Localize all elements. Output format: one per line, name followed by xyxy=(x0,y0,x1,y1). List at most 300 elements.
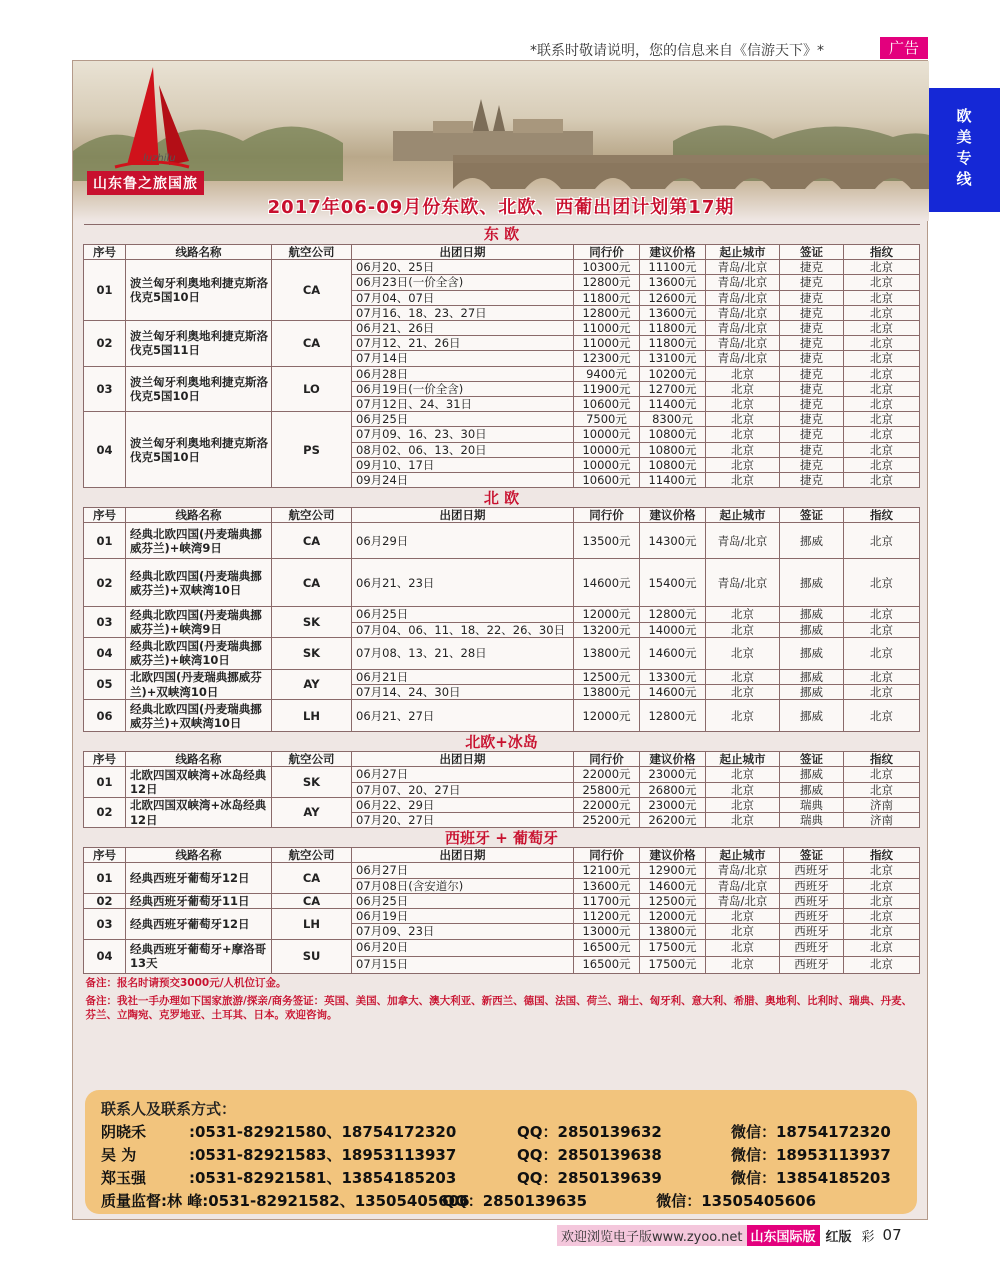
col-city: 起止城市 xyxy=(706,752,780,767)
row-city: 青岛/北京 xyxy=(706,321,780,336)
row-date: 06月27日 xyxy=(352,767,574,782)
table-row xyxy=(84,700,920,732)
row-fingerprint: 北京 xyxy=(844,863,920,878)
row-date: 07月04、07日 xyxy=(352,290,574,305)
row-city: 北京 xyxy=(706,637,780,669)
row-price: 10800元 xyxy=(640,442,706,457)
row-airline: CA xyxy=(272,559,352,607)
row-date: 08月02、06、13、20日 xyxy=(352,442,574,457)
col-fingerprint: 指纹 xyxy=(844,508,920,523)
row-date: 06月21日 xyxy=(352,669,574,684)
row-route: 经典北欧四国(丹麦瑞典挪威芬兰)+峡湾10日 xyxy=(126,637,272,669)
contact-name: 吴 为 xyxy=(101,1146,137,1164)
row-visa: 挪威 xyxy=(780,767,844,782)
section-nordic-iceland xyxy=(84,732,920,752)
section-east-europe xyxy=(84,225,920,245)
row-fingerprint: 北京 xyxy=(844,381,920,396)
row-visa: 捷克 xyxy=(780,397,844,412)
row-price: 12900元 xyxy=(640,863,706,878)
table-row xyxy=(84,260,920,275)
contact-box xyxy=(85,1090,917,1214)
row-price: 12000元 xyxy=(640,909,706,924)
note-visa: 备注：我社一手办理如下国家旅游/探亲/商务签证：英国、美国、加拿大、澳大利亚、新西兰、德国、法国、荷兰、瑞士、匈牙利、意大利、希腊、奥地利、比利时、瑞典、丹麦、芬兰、立陶宛、克罗地亚、土耳其、日本。欢迎咨询。 xyxy=(84,992,920,1024)
col-visa: 签证 xyxy=(780,752,844,767)
row-date: 06月25日 xyxy=(352,412,574,427)
header-row xyxy=(84,245,920,260)
row-date: 06月21、23日 xyxy=(352,559,574,607)
col-visa: 签证 xyxy=(780,508,844,523)
row-fingerprint: 北京 xyxy=(844,305,920,320)
row-city: 北京 xyxy=(706,782,780,797)
table-row xyxy=(84,637,920,669)
note-visa-row xyxy=(84,992,920,1024)
col-city: 起止城市 xyxy=(706,848,780,863)
row-city: 北京 xyxy=(706,607,780,622)
contact-row xyxy=(101,1121,901,1144)
row-fingerprint: 北京 xyxy=(844,700,920,732)
side-tab-label: 欧美专线 xyxy=(954,108,973,192)
row-seq: 06 xyxy=(84,700,126,732)
row-airline: AY xyxy=(272,669,352,699)
row-peer-price: 11000元 xyxy=(574,321,640,336)
row-visa: 捷克 xyxy=(780,412,844,427)
row-visa: 捷克 xyxy=(780,427,844,442)
col-seq: 序号 xyxy=(84,245,126,260)
row-city: 青岛/北京 xyxy=(706,260,780,275)
row-city: 青岛/北京 xyxy=(706,305,780,320)
row-visa: 挪威 xyxy=(780,607,844,622)
row-visa: 捷克 xyxy=(780,442,844,457)
row-date: 06月19日(一价全含) xyxy=(352,381,574,396)
col-fingerprint: 指纹 xyxy=(844,245,920,260)
row-date: 06月28日 xyxy=(352,366,574,381)
itinerary-table xyxy=(83,224,920,1024)
row-date: 07月08日(含安道尔) xyxy=(352,878,574,893)
row-visa: 捷克 xyxy=(780,260,844,275)
row-peer-price: 10300元 xyxy=(574,260,640,275)
row-price: 14600元 xyxy=(640,637,706,669)
row-route: 经典西班牙葡萄牙12日 xyxy=(126,863,272,893)
contact-row xyxy=(101,1190,901,1213)
col-seq: 序号 xyxy=(84,848,126,863)
contact-title: 联系人及联系方式： xyxy=(101,1100,237,1118)
contact-name: 郑玉强 xyxy=(101,1169,147,1187)
col-price: 建议价格 xyxy=(640,508,706,523)
row-date: 09月24日 xyxy=(352,473,574,488)
row-price: 23000元 xyxy=(640,767,706,782)
row-city: 北京 xyxy=(706,427,780,442)
row-visa: 挪威 xyxy=(780,622,844,637)
contact-qq: QQ：2850139638 xyxy=(517,1146,662,1164)
row-fingerprint: 北京 xyxy=(844,473,920,488)
contact-name: 阴晓禾 xyxy=(101,1123,147,1141)
row-city: 青岛/北京 xyxy=(706,275,780,290)
table-row xyxy=(84,412,920,427)
row-route: 波兰匈牙利奥地利捷克斯洛伐克5国11日 xyxy=(126,321,272,367)
row-peer-price: 11700元 xyxy=(574,893,640,908)
row-date: 07月20、27日 xyxy=(352,813,574,828)
row-airline: CA xyxy=(272,863,352,893)
row-fingerprint: 北京 xyxy=(844,924,920,939)
row-visa: 捷克 xyxy=(780,336,844,351)
row-date: 07月04、06、11、18、22、26、30日 xyxy=(352,622,574,637)
row-city: 青岛/北京 xyxy=(706,523,780,559)
row-price: 23000元 xyxy=(640,797,706,812)
row-seq: 04 xyxy=(84,412,126,488)
contact-wechat: 微信：13505405606 xyxy=(656,1192,817,1210)
row-peer-price: 25200元 xyxy=(574,813,640,828)
table-row xyxy=(84,669,920,684)
row-date: 06月23日(一价全含) xyxy=(352,275,574,290)
row-peer-price: 12000元 xyxy=(574,607,640,622)
row-city: 青岛/北京 xyxy=(706,336,780,351)
contact-wechat: 微信：18953113937 xyxy=(731,1146,891,1164)
row-seq: 01 xyxy=(84,260,126,321)
footer-color: 彩 xyxy=(861,1229,875,1245)
row-city: 北京 xyxy=(706,767,780,782)
row-city: 北京 xyxy=(706,457,780,472)
row-visa: 挪威 xyxy=(780,559,844,607)
row-price: 10800元 xyxy=(640,457,706,472)
contact-phone: :0531-82921580、18754172320 xyxy=(189,1123,457,1141)
row-peer-price: 13800元 xyxy=(574,685,640,700)
row-fingerprint: 北京 xyxy=(844,260,920,275)
row-airline: SK xyxy=(272,637,352,669)
row-seq: 03 xyxy=(84,607,126,637)
header-row xyxy=(84,508,920,523)
table-row xyxy=(84,607,920,622)
row-date: 06月20日 xyxy=(352,939,574,956)
row-price: 13100元 xyxy=(640,351,706,366)
agency-logo-text: 山东鲁之旅国旅 xyxy=(87,171,204,195)
row-city: 青岛/北京 xyxy=(706,863,780,878)
row-seq: 02 xyxy=(84,559,126,607)
row-peer-price: 11800元 xyxy=(574,290,640,305)
row-date: 06月20、25日 xyxy=(352,260,574,275)
row-city: 北京 xyxy=(706,700,780,732)
row-city: 北京 xyxy=(706,939,780,956)
table-row xyxy=(84,559,920,607)
table-row xyxy=(84,863,920,878)
contact-qq: QQ：2850139635 xyxy=(442,1192,588,1210)
table-row xyxy=(84,366,920,381)
row-city: 青岛/北京 xyxy=(706,351,780,366)
row-peer-price: 10600元 xyxy=(574,473,640,488)
row-seq: 03 xyxy=(84,366,126,412)
row-price: 14600元 xyxy=(640,878,706,893)
row-date: 07月15日 xyxy=(352,956,574,973)
row-date: 06月29日 xyxy=(352,523,574,559)
row-fingerprint: 北京 xyxy=(844,878,920,893)
contact-row xyxy=(101,1167,901,1190)
row-price: 11800元 xyxy=(640,336,706,351)
row-date: 07月09、23日 xyxy=(352,924,574,939)
row-fingerprint: 北京 xyxy=(844,622,920,637)
row-city: 北京 xyxy=(706,366,780,381)
table-row xyxy=(84,797,920,812)
contact-phone: :0531-82921583、18953113937 xyxy=(189,1146,457,1164)
row-peer-price: 9400元 xyxy=(574,366,640,381)
row-seq: 02 xyxy=(84,797,126,827)
row-fingerprint: 北京 xyxy=(844,351,920,366)
row-city: 青岛/北京 xyxy=(706,878,780,893)
row-visa: 捷克 xyxy=(780,457,844,472)
row-peer-price: 22000元 xyxy=(574,797,640,812)
row-city: 青岛/北京 xyxy=(706,559,780,607)
row-fingerprint: 北京 xyxy=(844,607,920,622)
col-city: 起止城市 xyxy=(706,245,780,260)
row-date: 07月16、18、23、27日 xyxy=(352,305,574,320)
row-peer-price: 12800元 xyxy=(574,275,640,290)
table-row xyxy=(84,767,920,782)
row-seq: 04 xyxy=(84,637,126,669)
page-footer xyxy=(557,1224,906,1246)
row-date: 07月14、24、30日 xyxy=(352,685,574,700)
row-fingerprint: 北京 xyxy=(844,275,920,290)
row-visa: 捷克 xyxy=(780,473,844,488)
row-visa: 西班牙 xyxy=(780,939,844,956)
row-visa: 西班牙 xyxy=(780,878,844,893)
row-fingerprint: 北京 xyxy=(844,559,920,607)
row-price: 12500元 xyxy=(640,893,706,908)
row-visa: 瑞典 xyxy=(780,797,844,812)
row-route: 经典北欧四国(丹麦瑞典挪威芬兰)+双峡湾10日 xyxy=(126,559,272,607)
row-city: 北京 xyxy=(706,909,780,924)
row-route: 经典西班牙葡萄牙+摩洛哥13天 xyxy=(126,939,272,973)
row-price: 8300元 xyxy=(640,412,706,427)
row-city: 北京 xyxy=(706,685,780,700)
row-city: 北京 xyxy=(706,412,780,427)
row-peer-price: 13600元 xyxy=(574,878,640,893)
row-visa: 挪威 xyxy=(780,669,844,684)
row-visa: 西班牙 xyxy=(780,863,844,878)
row-seq: 05 xyxy=(84,669,126,699)
note-deposit: 备注：报名时请预交3000元/人机位订金。 xyxy=(84,973,920,992)
row-route: 经典北欧四国(丹麦瑞典挪威芬兰)+峡湾9日 xyxy=(126,523,272,559)
section-spain-portugal xyxy=(84,828,920,848)
row-fingerprint: 济南 xyxy=(844,813,920,828)
row-route: 经典西班牙葡萄牙12日 xyxy=(126,909,272,939)
col-airline: 航空公司 xyxy=(272,848,352,863)
col-airline: 航空公司 xyxy=(272,752,352,767)
row-visa: 挪威 xyxy=(780,637,844,669)
row-date: 07月09、16、23、30日 xyxy=(352,427,574,442)
row-visa: 捷克 xyxy=(780,381,844,396)
row-price: 13300元 xyxy=(640,669,706,684)
row-city: 青岛/北京 xyxy=(706,290,780,305)
itinerary-panel xyxy=(72,60,928,1220)
col-visa: 签证 xyxy=(780,848,844,863)
row-seq: 02 xyxy=(84,321,126,367)
row-date: 09月10、17日 xyxy=(352,457,574,472)
row-visa: 挪威 xyxy=(780,685,844,700)
col-fingerprint: 指纹 xyxy=(844,752,920,767)
row-price: 11400元 xyxy=(640,397,706,412)
row-city: 北京 xyxy=(706,442,780,457)
row-peer-price: 11900元 xyxy=(574,381,640,396)
ad-tag: 广告 xyxy=(880,37,928,59)
row-visa: 捷克 xyxy=(780,366,844,381)
row-airline: SK xyxy=(272,607,352,637)
row-price: 11800元 xyxy=(640,321,706,336)
row-fingerprint: 北京 xyxy=(844,321,920,336)
row-price: 14600元 xyxy=(640,685,706,700)
row-price: 14300元 xyxy=(640,523,706,559)
row-peer-price: 10600元 xyxy=(574,397,640,412)
logo-script-text: luzhilu xyxy=(143,153,176,164)
row-seq: 01 xyxy=(84,767,126,797)
row-visa: 西班牙 xyxy=(780,924,844,939)
row-peer-price: 10000元 xyxy=(574,427,640,442)
row-peer-price: 10000元 xyxy=(574,457,640,472)
col-route: 线路名称 xyxy=(126,245,272,260)
row-visa: 捷克 xyxy=(780,351,844,366)
row-price: 17500元 xyxy=(640,956,706,973)
row-city: 北京 xyxy=(706,956,780,973)
contact-wechat: 微信：13854185203 xyxy=(731,1169,891,1187)
row-price: 13800元 xyxy=(640,924,706,939)
row-date: 06月21、26日 xyxy=(352,321,574,336)
section-side-tab xyxy=(928,88,1000,212)
table-row xyxy=(84,893,920,908)
row-price: 10800元 xyxy=(640,427,706,442)
contact-qq: QQ：2850139639 xyxy=(517,1169,662,1187)
page-number: 07 xyxy=(882,1226,902,1244)
row-peer-price: 22000元 xyxy=(574,767,640,782)
footer-red-edition: 红版 xyxy=(825,1229,852,1245)
row-date: 06月25日 xyxy=(352,607,574,622)
row-date: 07月08、13、21、28日 xyxy=(352,637,574,669)
row-price: 10200元 xyxy=(640,366,706,381)
row-fingerprint: 北京 xyxy=(844,397,920,412)
row-price: 12800元 xyxy=(640,607,706,622)
row-seq: 01 xyxy=(84,523,126,559)
row-fingerprint: 北京 xyxy=(844,939,920,956)
row-date: 07月07、20、27日 xyxy=(352,782,574,797)
col-peer-price: 同行价 xyxy=(574,848,640,863)
row-airline: CA xyxy=(272,893,352,908)
prague-banner xyxy=(73,61,929,221)
row-airline: AY xyxy=(272,797,352,827)
page-title: 2017年06-09月份东欧、北欧、西葡出团计划第17期 xyxy=(267,197,735,218)
row-fingerprint: 北京 xyxy=(844,523,920,559)
row-date: 07月14日 xyxy=(352,351,574,366)
col-seq: 序号 xyxy=(84,508,126,523)
col-airline: 航空公司 xyxy=(272,508,352,523)
row-price: 26200元 xyxy=(640,813,706,828)
row-city: 青岛/北京 xyxy=(706,893,780,908)
table-row xyxy=(84,909,920,924)
col-price: 建议价格 xyxy=(640,245,706,260)
row-city: 北京 xyxy=(706,473,780,488)
row-airline: LO xyxy=(272,366,352,412)
row-price: 17500元 xyxy=(640,939,706,956)
row-seq: 02 xyxy=(84,893,126,908)
row-airline: SU xyxy=(272,939,352,973)
row-city: 北京 xyxy=(706,924,780,939)
col-city: 起止城市 xyxy=(706,508,780,523)
footer-edition: 山东国际版 xyxy=(747,1225,820,1246)
contact-name: 质量监督:林 峰 xyxy=(101,1192,203,1210)
section-title: 北欧+冰岛 xyxy=(84,732,920,752)
row-fingerprint: 北京 xyxy=(844,336,920,351)
row-peer-price: 16500元 xyxy=(574,939,640,956)
section-north-europe xyxy=(84,488,920,508)
row-route: 经典西班牙葡萄牙11日 xyxy=(126,893,272,908)
row-fingerprint: 北京 xyxy=(844,427,920,442)
row-date: 06月19日 xyxy=(352,909,574,924)
row-visa: 西班牙 xyxy=(780,893,844,908)
col-date: 出团日期 xyxy=(352,508,574,523)
row-peer-price: 7500元 xyxy=(574,412,640,427)
col-peer-price: 同行价 xyxy=(574,245,640,260)
row-route: 北欧四国双峡湾+冰岛经典12日 xyxy=(126,797,272,827)
row-seq: 04 xyxy=(84,939,126,973)
row-peer-price: 12100元 xyxy=(574,863,640,878)
table-row xyxy=(84,523,920,559)
col-airline: 航空公司 xyxy=(272,245,352,260)
col-route: 线路名称 xyxy=(126,752,272,767)
row-fingerprint: 北京 xyxy=(844,290,920,305)
row-peer-price: 13500元 xyxy=(574,523,640,559)
row-fingerprint: 北京 xyxy=(844,442,920,457)
row-visa: 捷克 xyxy=(780,290,844,305)
row-price: 11400元 xyxy=(640,473,706,488)
row-date: 07月12、21、26日 xyxy=(352,336,574,351)
row-peer-price: 12500元 xyxy=(574,669,640,684)
col-date: 出团日期 xyxy=(352,245,574,260)
row-price: 11100元 xyxy=(640,260,706,275)
section-title: 北 欧 xyxy=(84,488,920,508)
row-airline: PS xyxy=(272,412,352,488)
contact-qq: QQ：2850139632 xyxy=(517,1123,662,1141)
row-airline: LH xyxy=(272,700,352,732)
row-city: 北京 xyxy=(706,397,780,412)
row-price: 14000元 xyxy=(640,622,706,637)
row-price: 12700元 xyxy=(640,381,706,396)
contact-wechat: 微信：18754172320 xyxy=(731,1123,891,1141)
row-date: 07月12日、24、31日 xyxy=(352,397,574,412)
row-date: 06月21、27日 xyxy=(352,700,574,732)
row-price: 12800元 xyxy=(640,700,706,732)
section-title: 西班牙 + 葡萄牙 xyxy=(84,828,920,848)
row-date: 06月25日 xyxy=(352,893,574,908)
row-fingerprint: 北京 xyxy=(844,782,920,797)
col-date: 出团日期 xyxy=(352,848,574,863)
row-price: 13600元 xyxy=(640,275,706,290)
row-route: 波兰匈牙利奥地利捷克斯洛伐克5国10日 xyxy=(126,412,272,488)
row-peer-price: 11200元 xyxy=(574,909,640,924)
row-peer-price: 14600元 xyxy=(574,559,640,607)
row-peer-price: 13000元 xyxy=(574,924,640,939)
footer-site-link[interactable]: 欢迎浏览电子版www.zyoo.net xyxy=(557,1225,747,1246)
row-seq: 03 xyxy=(84,909,126,939)
col-peer-price: 同行价 xyxy=(574,508,640,523)
row-fingerprint: 北京 xyxy=(844,685,920,700)
row-visa: 挪威 xyxy=(780,700,844,732)
row-price: 26800元 xyxy=(640,782,706,797)
note-deposit-row xyxy=(84,973,920,992)
bridge-illustration xyxy=(453,149,929,189)
row-visa: 捷克 xyxy=(780,305,844,320)
row-visa: 西班牙 xyxy=(780,956,844,973)
section-title: 东 欧 xyxy=(84,225,920,245)
row-airline: CA xyxy=(272,321,352,367)
row-route: 经典北欧四国(丹麦瑞典挪威芬兰)+峡湾9日 xyxy=(126,607,272,637)
row-airline: CA xyxy=(272,523,352,559)
row-date: 06月27日 xyxy=(352,863,574,878)
contact-phone: :0531-82921582、13505405606 xyxy=(202,1192,470,1210)
